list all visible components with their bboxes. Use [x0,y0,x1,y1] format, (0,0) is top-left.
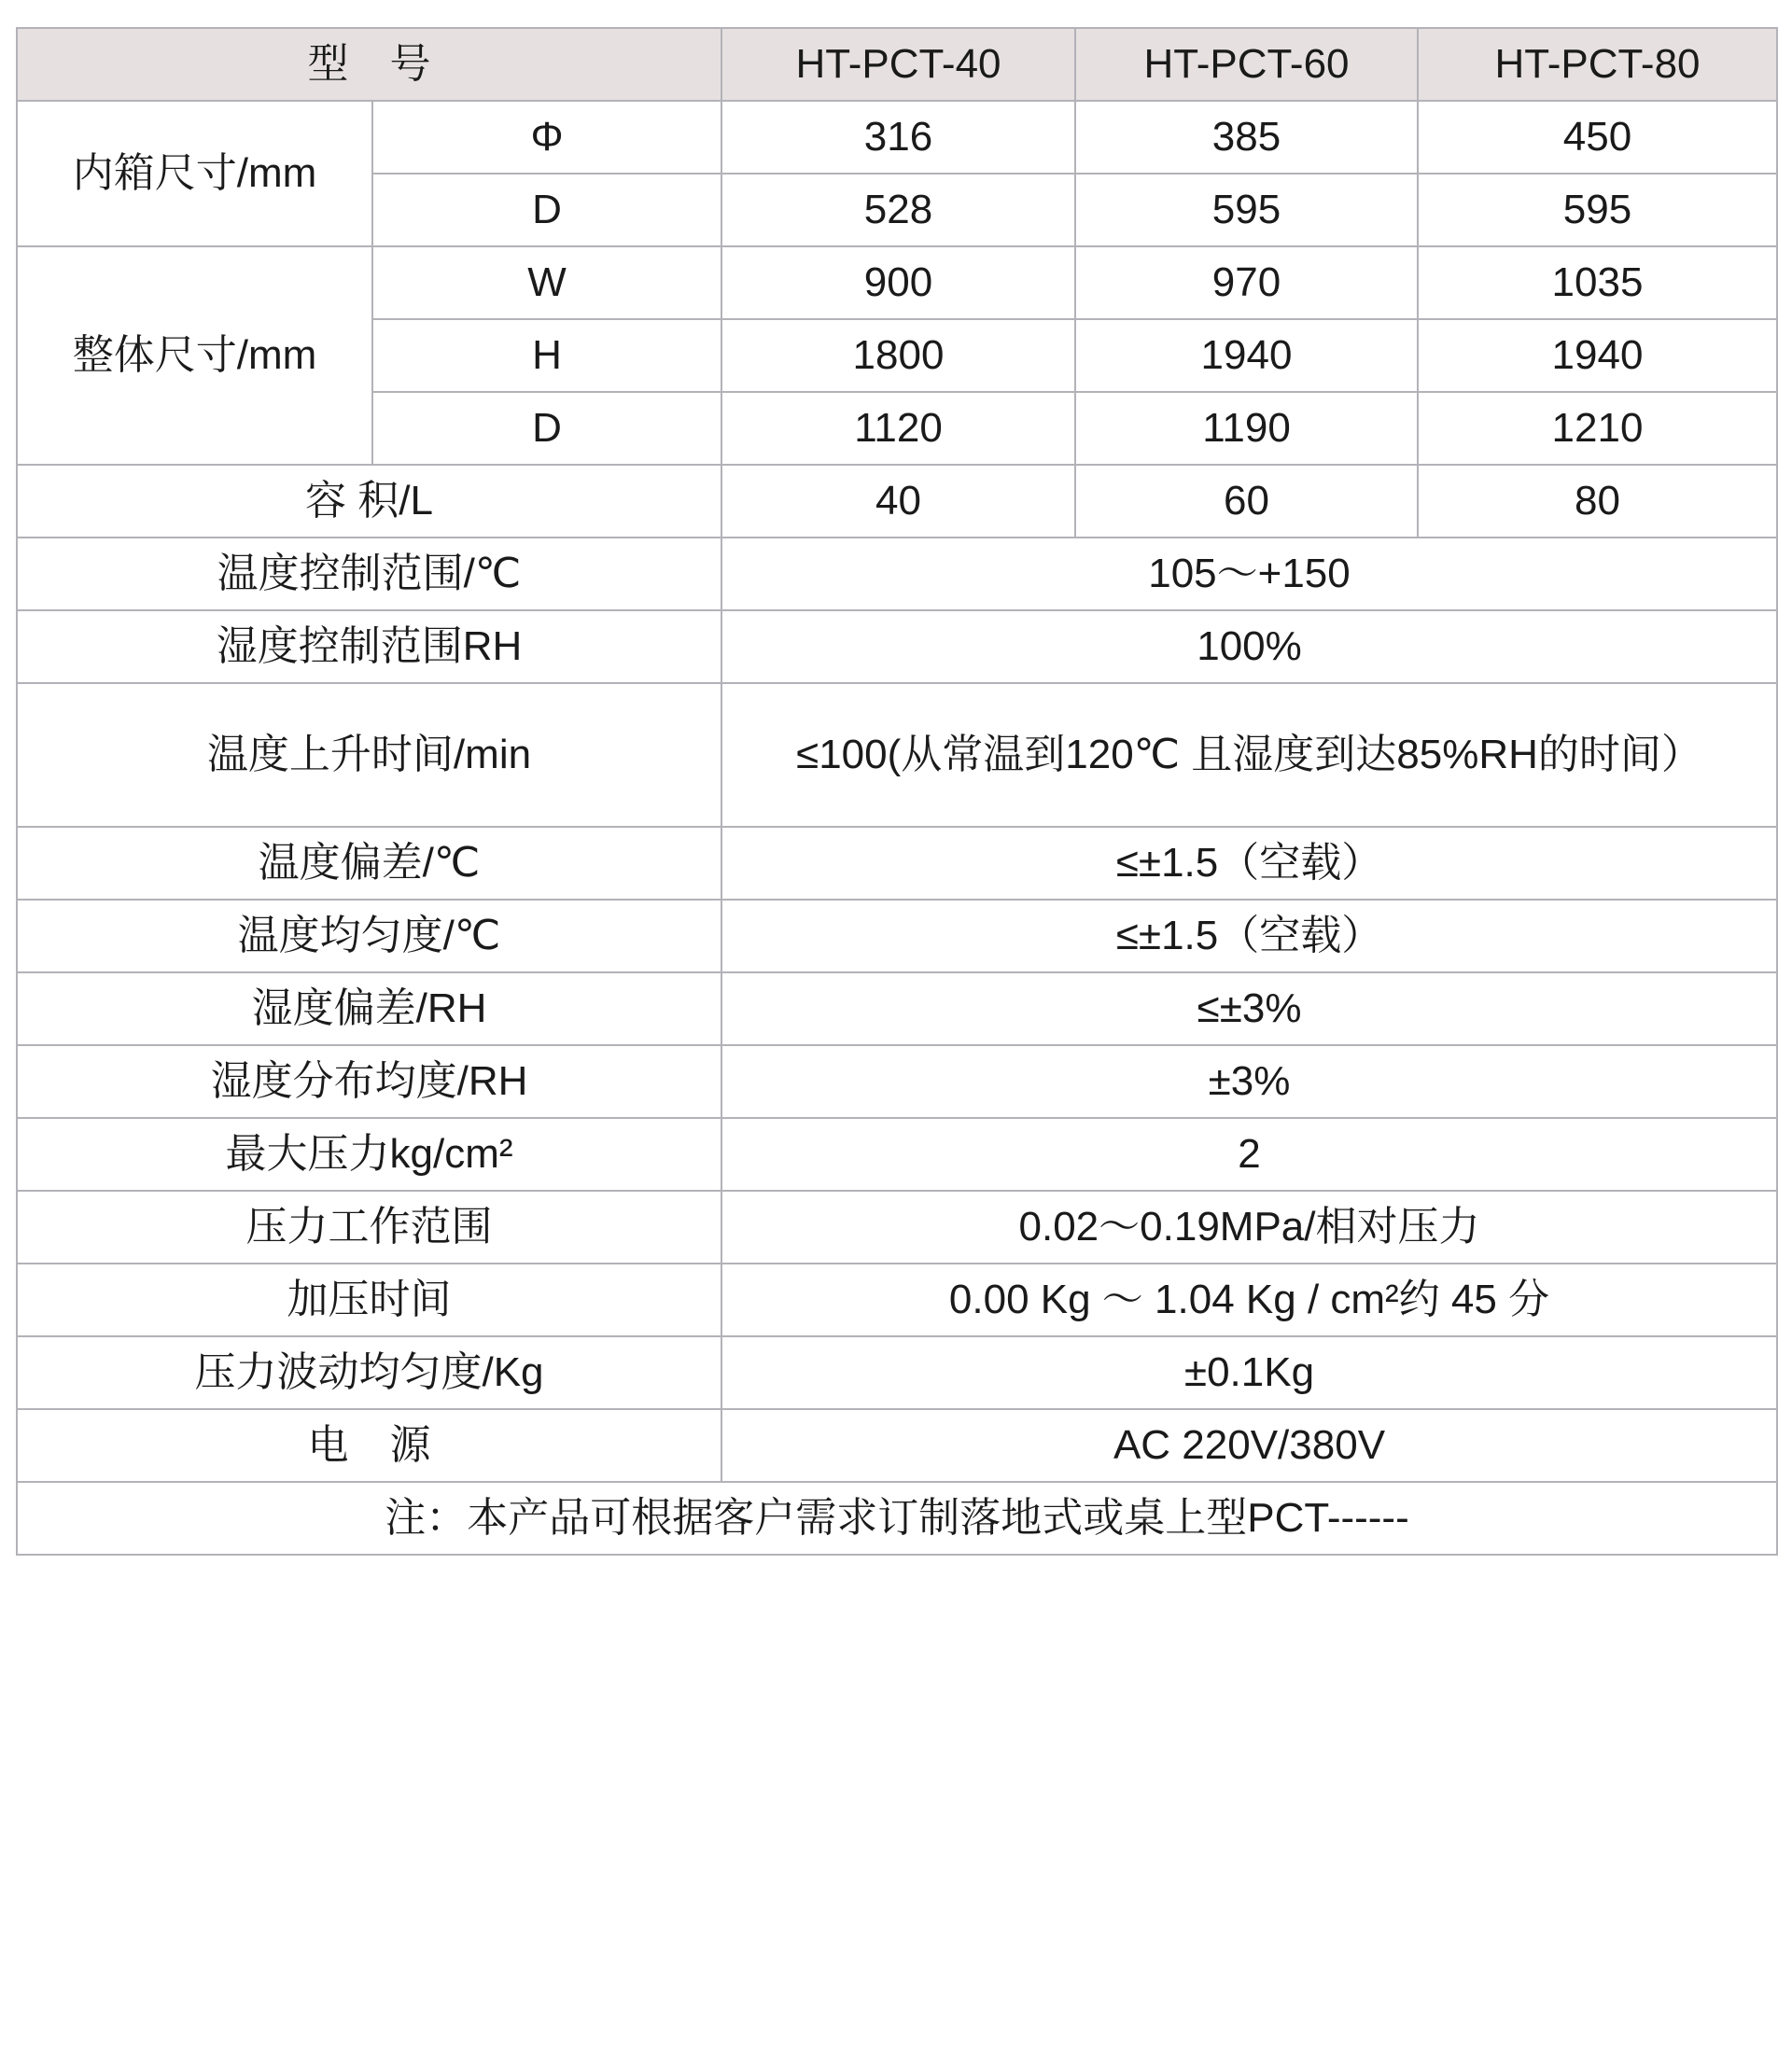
table-row-humidity-deviation [17,972,1777,1045]
table-row-pressure-working-range [17,1191,1777,1264]
table-row-volume [17,465,1777,538]
spec-label: 温度偏差/℃ [17,827,721,900]
cell-value: 595 [1418,174,1777,246]
spec-value: 105～+150 [721,538,1777,610]
table-row-humidity-distribution [17,1045,1777,1118]
spec-value: AC 220V/380V [721,1409,1777,1482]
spec-value: ±0.1Kg [721,1336,1777,1409]
spec-value: ≤±3% [721,972,1777,1045]
note-text: 注：本产品可根据客户需求订制落地式或桌上型PCT------ [17,1482,1777,1555]
table-row-overall-w [17,246,1777,319]
cell-value: 450 [1418,101,1777,174]
cell-value: 1210 [1418,392,1777,465]
cell-value: 1190 [1075,392,1418,465]
table-row-humidity-range [17,610,1777,683]
cell-value: 970 [1075,246,1418,319]
table-row-note [17,1482,1777,1555]
model-name-ht-pct-40: HT-PCT-40 [721,28,1075,101]
table-row-pressurization-time [17,1264,1777,1336]
spec-label: 最大压力kg/cm² [17,1118,721,1191]
cell-value: 1940 [1418,319,1777,392]
spec-label: 湿度偏差/RH [17,972,721,1045]
cell-value: 316 [721,101,1075,174]
dim-label: D [372,392,721,465]
spec-table [16,27,1778,1556]
cell-value: 385 [1075,101,1418,174]
model-header-label: 型 号 [17,28,721,101]
table-row-temp-range [17,538,1777,610]
spec-value: 2 [721,1118,1777,1191]
spec-label: 加压时间 [17,1264,721,1336]
cell-value: 1120 [721,392,1075,465]
cell-value: 80 [1418,465,1777,538]
table-row-temp-rise-time [17,683,1777,827]
cell-value: 60 [1075,465,1418,538]
spec-value: ±3% [721,1045,1777,1118]
table-row-max-pressure [17,1118,1777,1191]
spec-label: 湿度分布均度/RH [17,1045,721,1118]
spec-label: 温度控制范围/℃ [17,538,721,610]
spec-value: ≤100(从常温到120℃ 且湿度到达85%RH的时间） [721,683,1777,827]
cell-value: 900 [721,246,1075,319]
spec-label: 温度上升时间/min [17,683,721,827]
cell-value: 595 [1075,174,1418,246]
spec-label: 湿度控制范围RH [17,610,721,683]
model-name-ht-pct-80: HT-PCT-80 [1418,28,1777,101]
table-row-temp-deviation [17,827,1777,900]
spec-label: 压力工作范围 [17,1191,721,1264]
table-row-temp-uniformity [17,900,1777,972]
table-row-inner-phi [17,101,1777,174]
dim-label: W [372,246,721,319]
spec-label: 温度均匀度/℃ [17,900,721,972]
cell-value: 528 [721,174,1075,246]
spec-value: 0.02～0.19MPa/相对压力 [721,1191,1777,1264]
spec-value: 0.00 Kg ～ 1.04 Kg / cm²约 45 分 [721,1264,1777,1336]
dim-label: D [372,174,721,246]
cell-value: 1035 [1418,246,1777,319]
spec-value: 100% [721,610,1777,683]
overall-size-group-label: 整体尺寸/mm [17,246,372,465]
cell-value: 1800 [721,319,1075,392]
dim-label: Φ [372,101,721,174]
spec-label: 电 源 [17,1409,721,1482]
inner-size-group-label: 内箱尺寸/mm [17,101,372,246]
cell-value: 1940 [1075,319,1418,392]
header-row [17,28,1777,101]
spec-value: ≤±1.5（空载） [721,900,1777,972]
volume-label: 容 积/L [17,465,721,538]
dim-label: H [372,319,721,392]
table-row-pressure-fluctuation [17,1336,1777,1409]
spec-label: 压力波动均匀度/Kg [17,1336,721,1409]
cell-value: 40 [721,465,1075,538]
table-row-power-supply [17,1409,1777,1482]
model-name-ht-pct-60: HT-PCT-60 [1075,28,1418,101]
spec-value: ≤±1.5（空载） [721,827,1777,900]
